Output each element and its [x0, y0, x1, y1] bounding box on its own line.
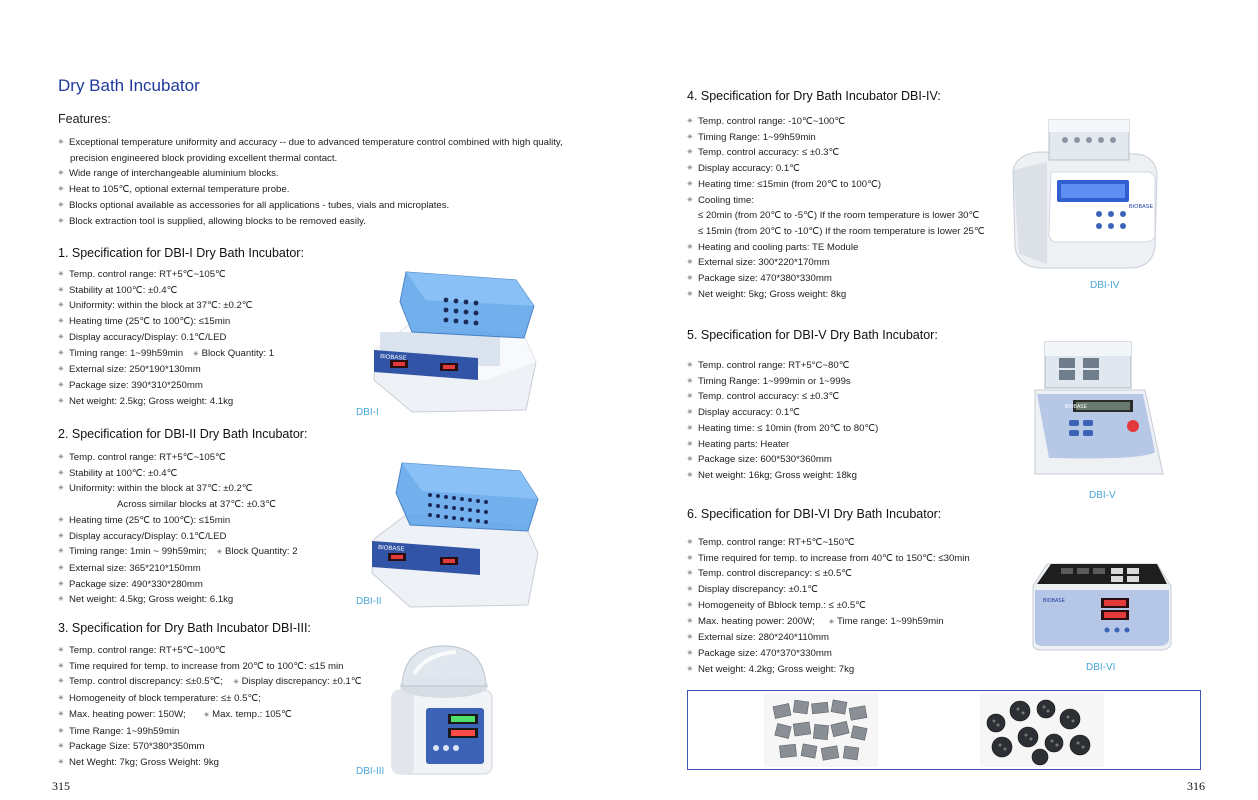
dbi6-heading: 6. Specification for DBI-VI Dry Bath Incubator:	[687, 507, 942, 521]
spec-item: ✳ Display accuracy/Display: 0.1℃/LED	[58, 529, 298, 545]
spec-item: ✳ Temp. control discrepancy: ≤ ±0.5℃	[687, 566, 970, 582]
dbi6-product-image	[1027, 558, 1177, 654]
dbi2-caption: DBI-II	[356, 596, 382, 607]
spec-item: ✳ Uniformity: within the block at 37℃: ±0.2℃	[58, 481, 298, 497]
spec-item: ✳ Uniformity: within the block at 37℃: ±0.2℃	[58, 298, 274, 314]
dbi3-spec-list	[58, 643, 362, 771]
spec-item: ✳ Max. heating power: 200W; ✳ Time range: 1~99h59min	[687, 614, 970, 631]
feature-item: ✳ Exceptional temperature uniformity and accuracy -- due to advanced temperature control combined with high quality,	[58, 135, 563, 151]
cooling-blocks-image	[980, 693, 1104, 767]
feature-item-continued: precision engineered block providing excellent thermal contact.	[70, 152, 338, 164]
spec-item: ✳ Net weight: 2.5kg; Gross weight: 4.1kg	[58, 394, 274, 410]
dbi2-heading: 2. Specification for DBI-II Dry Bath Incubator:	[58, 427, 308, 441]
dbi3-product-image	[386, 644, 500, 778]
svg-text:BIOBASE: BIOBASE	[1065, 404, 1087, 410]
spec-item: ✳ Time Range: 1~99h59min	[58, 724, 362, 740]
spec-item: ✳ Heating parts: Heater	[687, 437, 878, 453]
spec-item: ✳ Stability at 100℃: ±0.4℃	[58, 466, 298, 482]
spec-item: ✳ Heating time: ≤15min (from 20℃ to 100℃)	[687, 177, 985, 193]
dbi2-spec-list	[58, 450, 298, 608]
spec-item: ✳ External size: 365*210*150mm	[58, 561, 298, 577]
spec-item-continued: ≤ 15min (from 20℃ to -10℃) If the room temperature is lower 25℃	[698, 225, 985, 237]
page-number: 316	[1187, 779, 1205, 793]
spec-item: ✳ Net weight: 4.2kg; Gross weight: 7kg	[687, 662, 970, 678]
spec-item: ✳ Time required for temp. to increase from 40℃ to 150℃: ≤30min	[687, 551, 970, 567]
dbi2-product-image	[366, 455, 544, 611]
feature-item: ✳ Blocks optional available as accessories for all applications - tubes, vials and microplates.	[58, 198, 563, 214]
svg-text:BIOBASE: BIOBASE	[1129, 204, 1154, 210]
spec-item: ✳ External size: 280*240*110mm	[687, 630, 970, 646]
dbi6-caption: DBI-VI	[1086, 662, 1116, 673]
spec-item: ✳ External size: 250*190*130mm	[58, 362, 274, 378]
dbi4-caption: DBI-IV	[1090, 280, 1120, 291]
spec-item: ✳ Timing range: 1~99h59min ✳ Block Quantity: 1	[58, 346, 274, 363]
page-title: Dry Bath Incubator	[58, 76, 200, 95]
spec-item: ✳ Timing Range: 1~999min or 1~999s	[687, 374, 878, 390]
spec-item: ✳ Temp. control range: RT+5℃~105℃	[58, 450, 298, 466]
dbi4-heading: 4. Specification for Dry Bath Incubator DBI-IV:	[687, 89, 941, 103]
dbi4-product-image	[1009, 114, 1161, 274]
spec-item-continued: ≤ 20min (from 20℃ to -5℃) If the room temperature is lower 30℃	[698, 210, 980, 222]
dbi1-spec-list	[58, 267, 274, 409]
feature-item: ✳ Block extraction tool is supplied, allowing blocks to be removed easily.	[58, 214, 563, 230]
spec-item: ✳ Heating and cooling parts: TE Module	[687, 240, 985, 256]
spec-item: ✳ Display discrepancy: ±0.1℃	[687, 582, 970, 598]
spec-item: ✳ Max. heating power: 150W; ✳ Max. temp.: 105℃	[58, 707, 362, 724]
features-list	[58, 135, 563, 229]
spec-item: ✳ Temp. control discrepancy: ≤±0.5℃; ✳ Display discrepancy: ±0.1℃	[58, 674, 362, 691]
feature-item: ✳ Heat to 105℃, optional external temperature probe.	[58, 182, 563, 198]
dbi5-product-image	[1025, 334, 1169, 480]
spec-item: ✳ Homogeneity of Bblock temp.: ≤ ±0.5℃	[687, 598, 970, 614]
page-number: 315	[52, 779, 70, 793]
spec-item: ✳ Temp. control range: RT+5℃~105℃	[58, 267, 274, 283]
spec-item: ✳ Homogeneity of block temperature: ≤± 0.5℃;	[58, 691, 362, 707]
spec-item: ✳ Temp. control range: RT+5℃~100℃	[58, 643, 362, 659]
dbi1-caption: DBI-I	[356, 407, 379, 418]
dbi1-heading: 1. Specification for DBI-I Dry Bath Incubator:	[58, 246, 304, 260]
aluminium-blocks-image	[764, 693, 878, 767]
dbi1-product-image	[366, 262, 542, 418]
spec-item: ✳ Net weight: 16kg; Gross weight: 18kg	[687, 468, 878, 484]
svg-text:BIOBASE: BIOBASE	[1043, 598, 1065, 604]
svg-text:BIOBASE: BIOBASE	[377, 545, 405, 553]
spec-item: ✳ Heating time (25℃ to 100℃): ≤15min	[58, 314, 274, 330]
spec-item: ✳ Package size: 470*380*330mm	[687, 271, 985, 287]
dbi4-spec-list	[687, 114, 985, 302]
spec-item: ✳ Heating time (25℃ to 100℃): ≤15min	[58, 513, 298, 529]
spec-item: ✳ Heating time: ≤ 10min (from 20℃ to 80℃)	[687, 421, 878, 437]
spec-item: ✳ Temp. control accuracy: ≤ ±0.3℃	[687, 389, 878, 405]
spec-item: ✳ Package size: 390*310*250mm	[58, 378, 274, 394]
blocks-accessories-frame	[687, 690, 1201, 770]
svg-text:BIOBASE: BIOBASE	[379, 354, 407, 362]
features-heading: Features:	[58, 112, 111, 126]
dbi5-heading: 5. Specification for DBI-V Dry Bath Incubator:	[687, 328, 938, 342]
right-page	[629, 0, 1258, 800]
spec-item: ✳ Temp. control range: RT+5℃~150℃	[687, 535, 970, 551]
spec-item: ✳ Timing range: 1min ~ 99h59min; ✳ Block Quantity: 2	[58, 544, 298, 561]
spec-item: ✳ Package Size: 570*380*350mm	[58, 739, 362, 755]
spec-item: ✳ Temp. control range: -10℃~100℃	[687, 114, 985, 130]
spec-item: ✳ Net weight: 4.5kg; Gross weight: 6.1kg	[58, 592, 298, 608]
spec-item: ✳ Time required for temp. to increase from 20℃ to 100℃: ≤15 min	[58, 659, 362, 675]
spec-item: ✳ Stability at 100℃: ±0.4℃	[58, 283, 274, 299]
spec-item-continued: Across similar blocks at 37℃: ±0.3℃	[117, 499, 277, 511]
spec-item: ✳ Net weight: 5kg; Gross weight: 8kg	[687, 287, 985, 303]
spec-item: ✳ Display accuracy: 0.1℃	[687, 405, 878, 421]
feature-item: ✳ Wide range of interchangeable aluminium blocks.	[58, 166, 563, 182]
spec-item: ✳ Package size: 490*330*280mm	[58, 577, 298, 593]
dbi3-caption: DBI-III	[356, 766, 385, 777]
dbi5-caption: DBI-V	[1089, 490, 1116, 501]
spec-item: ✳ Net Weght: 7kg; Gross Weight: 9kg	[58, 755, 362, 771]
spec-item: ✳ Temp. control range: RT+5°C~80℃	[687, 358, 878, 374]
spec-item: ✳ Display accuracy/Display: 0.1℃/LED	[58, 330, 274, 346]
spec-item: ✳ Package size: 470*370*330mm	[687, 646, 970, 662]
spec-item: ✳ Display accuracy: 0.1℃	[687, 161, 985, 177]
spec-item: ✳ Cooling time:	[687, 193, 985, 209]
dbi5-spec-list	[687, 358, 878, 484]
dbi3-heading: 3. Specification for Dry Bath Incubator DBI-III:	[58, 621, 311, 635]
spec-item: ✳ Temp. control accuracy: ≤ ±0.3℃	[687, 145, 985, 161]
spec-item: ✳ External size: 300*220*170mm	[687, 255, 985, 271]
dbi6-spec-list	[687, 535, 970, 677]
spec-item: ✳ Package size: 600*530*360mm	[687, 452, 878, 468]
spec-item: ✳ Timing Range: 1~99h59min	[687, 130, 985, 146]
